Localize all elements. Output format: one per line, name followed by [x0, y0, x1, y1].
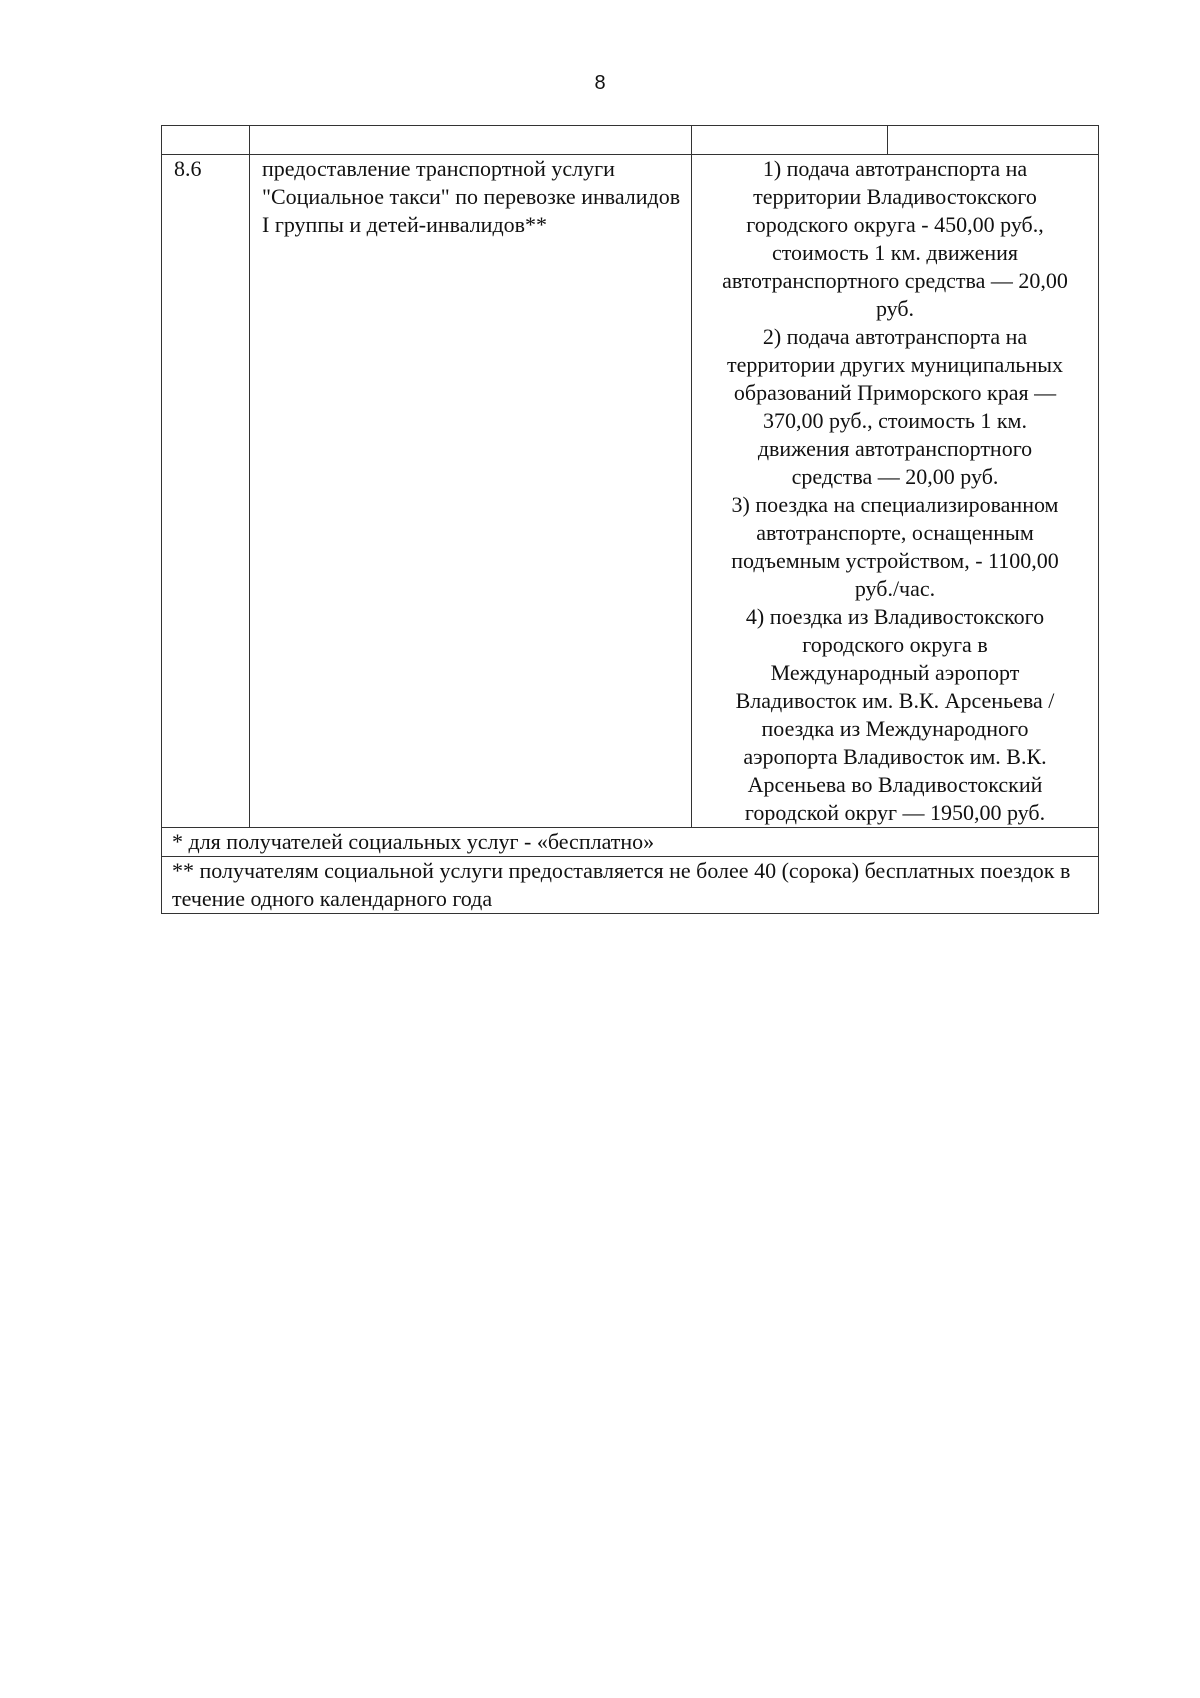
- price-line: городской округ — 1950,00 руб.: [744, 800, 1046, 825]
- price-line: 370,00 руб., стоимость 1 км.: [763, 408, 1027, 433]
- price-line: образований Приморского края —: [733, 380, 1057, 405]
- price-line: стоимость 1 км. движения: [771, 240, 1019, 265]
- price-line: 1) подача автотранспорта на: [762, 156, 1028, 181]
- note-row: [162, 857, 1099, 914]
- tariff-table: [161, 125, 1099, 914]
- price-line: аэропорта Владивосток им. В.К.: [743, 744, 1047, 769]
- price-line: Международный аэропорт: [770, 660, 1020, 685]
- price-line: 2) подача автотранспорта на: [762, 324, 1028, 349]
- price-line: руб./час.: [854, 576, 936, 601]
- price-line: Арсеньева во Владивостокский: [747, 772, 1043, 797]
- service-price: [692, 155, 1099, 828]
- price-line: средства — 20,00 руб.: [791, 464, 999, 489]
- price-line: 3) поездка на специализированном: [731, 492, 1059, 517]
- price-line: 4) поездка из Владивостокского: [745, 604, 1045, 629]
- price-line: автотранспорте, оснащенным: [756, 520, 1034, 545]
- price-line: территории других муниципальных: [726, 352, 1064, 377]
- note-row: [162, 828, 1099, 857]
- blank-cell: [250, 126, 692, 155]
- tariff-table-fragment: [161, 125, 1098, 914]
- price-line: Владивосток им. В.К. Арсеньева /: [735, 688, 1055, 713]
- footnote-trip-limit: ** получателям социальной услуги предоставляется не более 40 (сорока) бесплатных поездок в течение одного календарного года: [162, 857, 1099, 914]
- price-line: подъемным устройством, - 1100,00: [731, 548, 1059, 573]
- price-line: движения автотранспортного: [757, 436, 1033, 461]
- price-line: городского округа в: [802, 632, 988, 657]
- service-description: предоставление транспортной услуги "Социальное такси" по перевозке инвалидов I группы и детей-инвалидов**: [250, 155, 692, 828]
- price-line: поездка из Международного: [761, 716, 1029, 741]
- table-header-continuation-row: [162, 126, 1099, 155]
- blank-cell: [162, 126, 250, 155]
- price-line: автотранспортного средства — 20,00: [722, 268, 1068, 293]
- price-line: городского округа - 450,00 руб.,: [746, 212, 1044, 237]
- blank-cell: [888, 126, 1099, 155]
- price-line: руб.: [875, 296, 915, 321]
- price-lines: [700, 155, 1090, 827]
- blank-cell: [692, 126, 888, 155]
- row-number: 8.6: [162, 155, 250, 828]
- table-row: [162, 155, 1099, 828]
- page-number: 8: [594, 72, 606, 94]
- price-line: территории Владивостокского: [753, 184, 1037, 209]
- footnote-free-of-charge: * для получателей социальных услуг - «бесплатно»: [162, 828, 1099, 857]
